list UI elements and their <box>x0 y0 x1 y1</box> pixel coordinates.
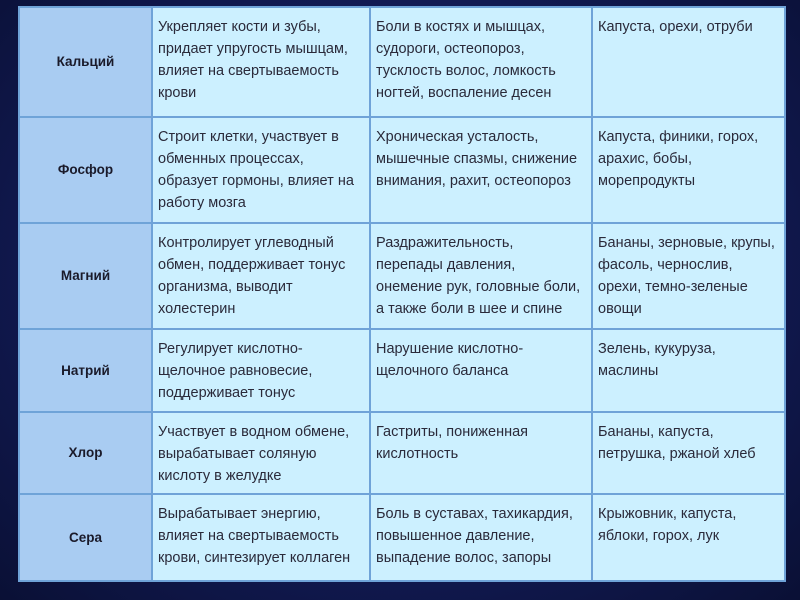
mineral-name: Сера <box>19 494 152 581</box>
sources-cell: Капуста, финики, горох, арахис, бобы, морепродукты <box>592 117 785 223</box>
mineral-name: Хлор <box>19 412 152 494</box>
sources-cell: Бананы, зерновые, крупы, фасоль, чернослив, орехи, темно-зеленые овощи <box>592 223 785 329</box>
table-row <box>19 223 785 329</box>
deficiency-cell: Хроническая усталость, мышечные спазмы, снижение внимания, рахит, остеопороз <box>370 117 592 223</box>
deficiency-cell: Боль в суставах, тахикардия, повышенное давление, выпадение волос, запоры <box>370 494 592 581</box>
table-row <box>19 494 785 581</box>
function-cell: Вырабатывает энергию, влияет на свертываемость крови, синтезирует коллаген <box>152 494 370 581</box>
table-row <box>19 329 785 412</box>
function-cell: Участвует в водном обмене, вырабатывает соляную кислоту в желудке <box>152 412 370 494</box>
function-cell: Укрепляет кости и зубы, придает упругость мышцам, влияет на свертываемость крови <box>152 7 370 117</box>
deficiency-cell: Раздражительность, перепады давления, онемение рук, головные боли, а также боли в шее и спине <box>370 223 592 329</box>
deficiency-cell: Боли в костях и мышцах, судороги, остеопороз, тусклость волос, ломкость ногтей, воспаление десен <box>370 7 592 117</box>
function-cell: Контролирует углеводный обмен, поддерживает тонус организма, выводит холестерин <box>152 223 370 329</box>
table-row <box>19 412 785 494</box>
mineral-name: Натрий <box>19 329 152 412</box>
sources-cell: Зелень, кукуруза, маслины <box>592 329 785 412</box>
sources-cell: Бананы, капуста, петрушка, ржаной хлеб <box>592 412 785 494</box>
slide <box>18 6 784 580</box>
table-row <box>19 7 785 117</box>
sources-cell: Крыжовник, капуста, яблоки, горох, лук <box>592 494 785 581</box>
minerals-table <box>18 6 786 582</box>
mineral-name: Магний <box>19 223 152 329</box>
function-cell: Строит клетки, участвует в обменных процессах, образует гормоны, влияет на работу мозга <box>152 117 370 223</box>
function-cell: Регулирует кислотно-щелочное равновесие, поддерживает тонус <box>152 329 370 412</box>
deficiency-cell: Гастриты, пониженная кислотность <box>370 412 592 494</box>
mineral-name: Фосфор <box>19 117 152 223</box>
mineral-name: Кальций <box>19 7 152 117</box>
sources-cell: Капуста, орехи, отруби <box>592 7 785 117</box>
deficiency-cell: Нарушение кислотно-щелочного баланса <box>370 329 592 412</box>
table-row <box>19 117 785 223</box>
